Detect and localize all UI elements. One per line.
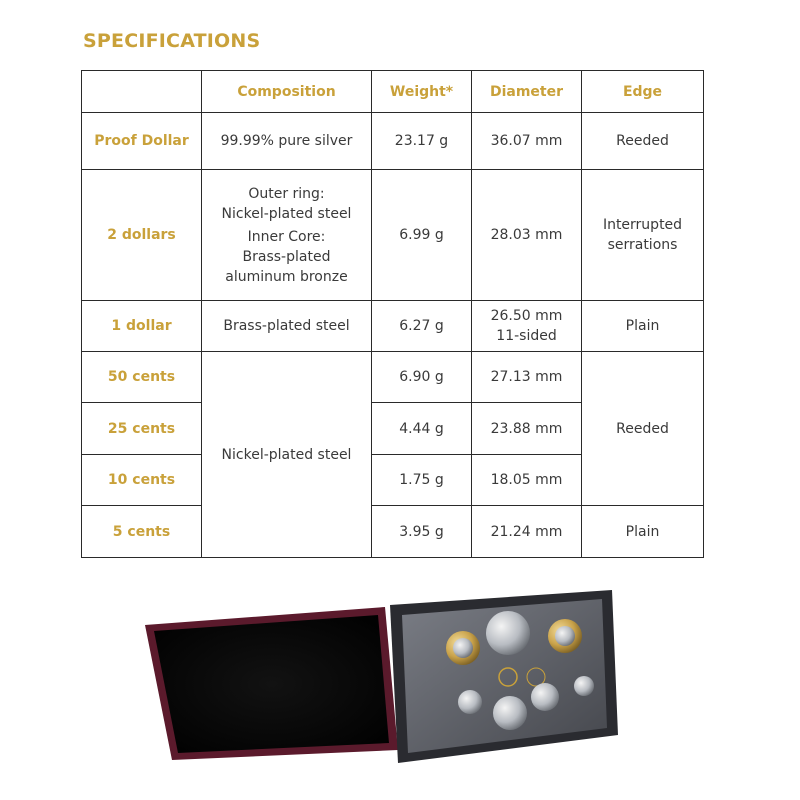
shared-composition-cell: Nickel-plated steel [202, 352, 372, 558]
table-header-row [82, 71, 704, 113]
row-label: Proof Dollar [82, 113, 202, 170]
row-label: 25 cents [82, 403, 202, 455]
row-label: 1 dollar [82, 301, 202, 352]
diameter-line: 26.50 mm [490, 308, 563, 324]
composition-line: Nickel-plated steel [221, 205, 352, 222]
diameter-cell: 18.05 mm [472, 455, 582, 506]
table-row [82, 506, 704, 558]
composition-line: Inner Core: [247, 228, 326, 245]
table-row [82, 301, 704, 352]
lid-velvet-lining [154, 615, 389, 753]
weight-cell: 6.90 g [372, 352, 472, 403]
diameter-line: 11-sided [496, 328, 557, 344]
table-row [82, 352, 704, 403]
row-label: 5 cents [82, 506, 202, 558]
weight-cell: 23.17 g [372, 113, 472, 170]
diameter-cell: 21.24 mm [472, 506, 582, 558]
weight-cell: 4.44 g [372, 403, 472, 455]
header-diameter: Diameter [472, 71, 582, 113]
header-weight: Weight* [372, 71, 472, 113]
edge-cell: Plain [582, 506, 704, 558]
composition-cell: Brass-plated steel [202, 301, 372, 352]
specifications-table [81, 70, 704, 558]
proof-dollar-coin-icon [486, 611, 530, 655]
composition-cell: 99.99% pure silver [202, 113, 372, 170]
diameter-cell: 27.13 mm [472, 352, 582, 403]
weight-cell: 1.75 g [372, 455, 472, 506]
edge-line: Interrupted [602, 217, 683, 233]
coin-set-product-image [140, 585, 640, 765]
composition-line: Outer ring: [248, 185, 325, 202]
composition-line: aluminum bronze [225, 268, 348, 285]
five-cent-coin-icon [458, 690, 482, 714]
row-label: 10 cents [82, 455, 202, 506]
weight-cell: 3.95 g [372, 506, 472, 558]
shared-edge-cell: Reeded [582, 352, 704, 506]
diameter-cell: 28.03 mm [472, 170, 582, 301]
edge-line: serrations [607, 237, 678, 253]
header-edge: Edge [582, 71, 704, 113]
ten-cent-coin-icon [574, 676, 594, 696]
weight-cell: 6.99 g [372, 170, 472, 301]
diameter-cell [472, 301, 582, 352]
table-row [82, 170, 704, 301]
composition-cell [202, 170, 372, 301]
weight-cell: 6.27 g [372, 301, 472, 352]
diameter-cell: 36.07 mm [472, 113, 582, 170]
header-composition: Composition [202, 71, 372, 113]
composition-line: Brass-plated [242, 248, 331, 265]
edge-cell: Reeded [582, 113, 704, 170]
edge-cell [582, 170, 704, 301]
page-title: SPECIFICATIONS [83, 30, 261, 52]
diameter-cell: 23.88 mm [472, 403, 582, 455]
twenty-five-cent-coin-icon [531, 683, 559, 711]
header-empty [82, 71, 202, 113]
fifty-cent-coin-icon [493, 696, 527, 730]
row-label: 2 dollars [82, 170, 202, 301]
edge-cell: Plain [582, 301, 704, 352]
table-row [82, 113, 704, 170]
row-label: 50 cents [82, 352, 202, 403]
